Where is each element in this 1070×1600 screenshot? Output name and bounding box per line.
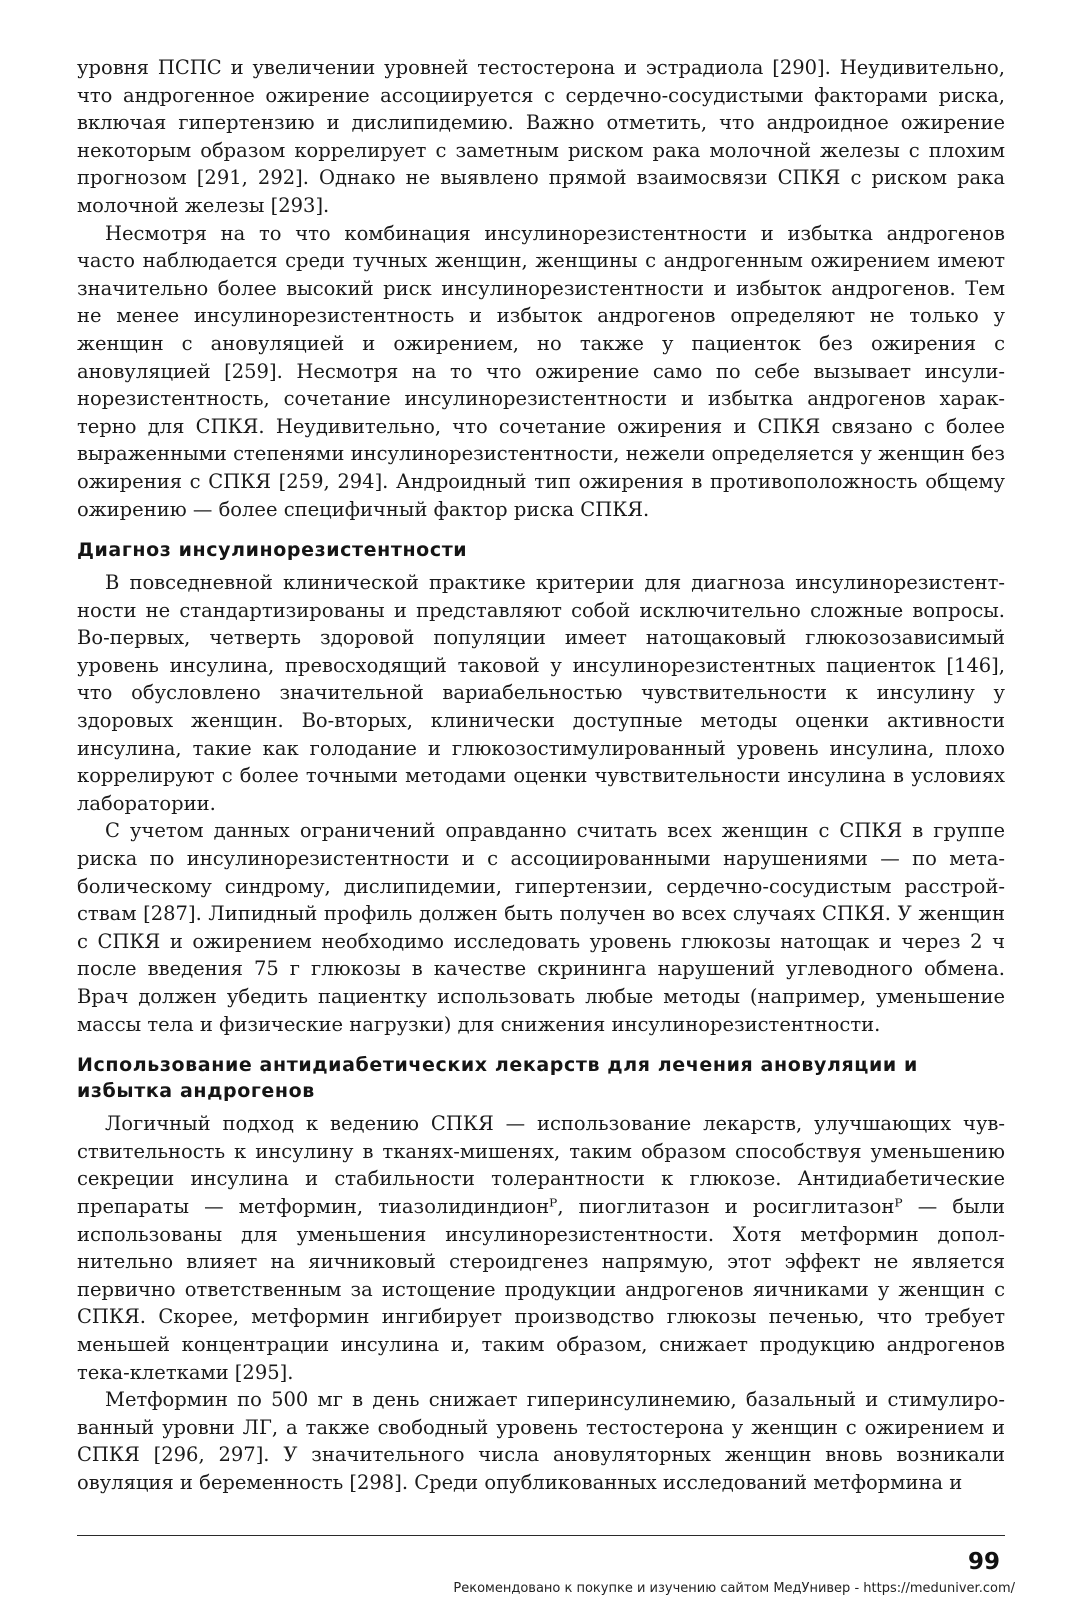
body-paragraph: уровня ПСПС и увеличении уровней тестостерона и эстрадиола [290]. Неудивительно, что андрогенное ожирение ассоциируется с сердечно-сосудистыми факторами риска, включая гипертензию и дислипидемию. Важно отметить, что андроидное ожирение некоторым образом коррелирует с заметным риском рака молочной железы с плохим прогнозом [291, 292]. Однако не выявлено прямой взаимосвязи СПКЯ с риском рака молочной железы [293]. bbox=[77, 56, 1005, 217]
page-number: 99 bbox=[967, 1549, 1000, 1575]
body-paragraph: В повседневной клинической практике критерии для диагноза инсулинорезистентности не стандартизированы и представляют собой исключительно сложные вопросы. Во-первых, четверть здоровой популяции имеет натощаковый глюкозозависимый уровень инсулина, превосходящий таковой у инсулинорезистентных пациенток [146], что обусловлено значительной вариабельностью чувствительности к инсулину у здоровых женщин. Во-вторых, клинически доступные методы оценки активности инсулина, такие как голодание и глюкозостимулированный уровень инсулина, плохо коррелируют с более точными методами оценки чувствительности инсулина в условиях лаборатории. bbox=[77, 571, 1005, 815]
body-paragraph: С учетом данных ограничений оправданно считать всех женщин с СПКЯ в группе риска по инсулинорезистентности и с ассоциированными нарушениями — по метаболическому синдрому, дислипидемии, гипертензии, сердечно-сосудистым расстройствам [287]. Липидный профиль должен быть получен во всех случаях СПКЯ. У женщин с СПКЯ и ожирением необходимо исследовать уровень глюкозы натощак и через 2 ч после введения 75 г глюкозы в качестве скрининга нарушений углеводного обмена. Врач должен убедить пациентку использовать любые методы (например, уменьшение массы тела и физические нагрузки) для снижения инсулинорезистентности. bbox=[77, 819, 1005, 1036]
section-heading: Диагноз инсулинорезистентности bbox=[77, 539, 468, 562]
section-heading: Использование антидиабетических лекарств для лечения ановуляции и избытка андрогенов bbox=[77, 1054, 918, 1103]
body-paragraph: Несмотря на то что комбинация инсулинорезистентности и избытка андрогенов часто наблюдается среди тучных женщин, женщины с андрогенным ожирением имеют значительно более высокий риск инсулинорезистентности и избыток андрогенов. Тем не менее инсулинорезистентность и избыток андрогенов определяют не только у женщин с ановуляцией и ожирением, но также у пациенток без ожирения с ановуляцией [259]. Несмотря на то что ожирение само по себе вызывает инсулинорезистентность, сочетание инсулинорезистентности и избытка андрогенов характерно для СПКЯ. Неудивительно, что сочетание ожирения и СПКЯ связано с более выраженными степенями инсулинорезистентности, нежели определяется у женщин без ожирения с СПКЯ [259, 294]. Андроидный тип ожирения в противоположность общему ожирению — более специфичный фактор риска СПКЯ. bbox=[77, 221, 1005, 521]
page-body bbox=[77, 54, 1005, 1497]
footer-divider bbox=[77, 1535, 1005, 1536]
footer-note: Рекомендовано к покупке и изучению сайтом МедУнивер - https://meduniver.com/ bbox=[453, 1581, 1015, 1596]
body-paragraph: Метформин по 500 мг в день снижает гиперинсулинемию, базальный и стимулированный уровни ЛГ, а также свободный уровень тестостерона у женщин с ожирением и СПКЯ [296, 297]. У значительного числа ановуляторных женщин вновь возникали овуляция и беременность [298]. Среди опубликованных исследований метформина и bbox=[77, 1388, 1005, 1494]
body-paragraph: Логичный подход к ведению СПКЯ — использование лекарств, улучшающих чувствительность к инсулину в тканях-мишенях, таким образом способствуя уменьшению секреции инсулина и стабильности толерантности к глюкозе. Антидиабетические препараты — метформин, тиазолидиндионᴾ, пиоглитазон и росиглитазонᴾ — были использованы для уменьшения инсулинорезистентности. Хотя метформин дополнительно влияет на яичниковый стероидгенез напрямую, этот эффект не является первично ответственным за истощение продукции андрогенов яичниками у женщин с СПКЯ. Скорее, метформин ингибирует производство глюкозы печенью, что требует меньшей концентрации инсулина и, таким образом, снижает продукцию андрогенов тека-клетками [295]. bbox=[77, 1112, 1005, 1384]
